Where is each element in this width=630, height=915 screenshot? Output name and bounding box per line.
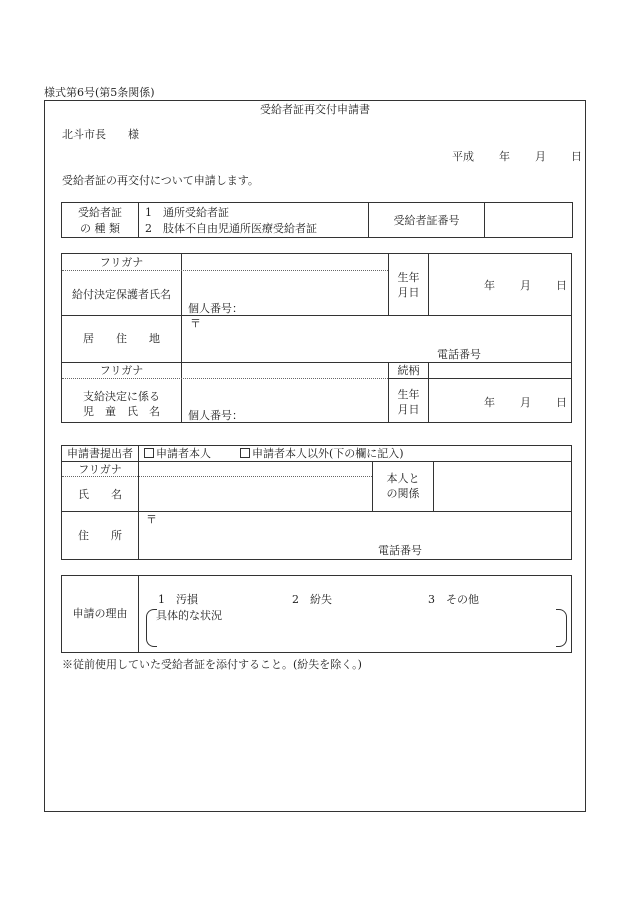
cert-type-options[interactable] xyxy=(139,203,369,238)
submitter-section xyxy=(61,445,572,560)
submitter-furigana-label: フリガナ xyxy=(78,463,122,476)
submitter-name-field[interactable] xyxy=(139,478,372,510)
cert-type-label: 受給者証 の 種 類 xyxy=(62,203,139,238)
reason-option-3[interactable]: 3 その他 xyxy=(428,593,479,606)
guardian-birth-label-2: 月日 xyxy=(397,286,420,299)
child-birth-day[interactable]: 日 xyxy=(556,396,567,409)
guardian-birth-year[interactable]: 年 xyxy=(484,279,495,292)
guardian-address-label: 居 住 地 xyxy=(83,332,160,345)
child-birth-year[interactable]: 年 xyxy=(484,396,495,409)
submitter-option-self[interactable]: 申請者本人 xyxy=(144,447,211,461)
form-number: 様式第6号(第5条関係) xyxy=(44,86,155,99)
submitter-postal-mark: 〒 xyxy=(146,513,157,526)
child-name-label-2: 児 童 氏 名 xyxy=(83,405,160,418)
footnote: ※従前使用していた受給者証を添付すること。(紛失を除く。) xyxy=(62,658,362,671)
guardian-birth-label-1: 生年 xyxy=(397,271,420,284)
child-furigana-label: フリガナ xyxy=(99,364,144,377)
child-personal-no-label: 個人番号： xyxy=(188,409,243,422)
reason-option-1[interactable]: 1 汚損 xyxy=(158,593,198,606)
submitter-relation-field[interactable] xyxy=(434,462,571,511)
reason-label: 申請の理由 xyxy=(72,607,128,620)
date-month-unit[interactable]: 月 xyxy=(535,150,546,163)
child-birth-month[interactable]: 月 xyxy=(520,396,531,409)
guardian-postal-mark: 〒 xyxy=(190,317,201,330)
submitter-furigana-field[interactable] xyxy=(139,462,372,476)
submitter-name-label: 氏 名 xyxy=(78,488,122,501)
guardian-address-field[interactable] xyxy=(182,316,571,361)
submitter-option-other[interactable]: 申請者本人以外(下の欄に記入) xyxy=(240,447,404,461)
submitter-label: 申請書提出者 xyxy=(67,447,133,460)
bracket-right xyxy=(556,609,567,647)
form-title: 受給者証再交付申請書 xyxy=(260,103,370,116)
submitter-relation-label-2: の関係 xyxy=(386,487,420,500)
guardian-furigana-field[interactable] xyxy=(182,255,388,269)
child-name-label-1: 支給決定に係る xyxy=(83,390,160,403)
guardian-phone-label: 電話番号 xyxy=(437,348,481,361)
guardian-child-section xyxy=(61,253,572,423)
reason-detail-label: 具体的な状況 xyxy=(156,609,222,622)
cert-option-1[interactable]: 1 通所受給者証 xyxy=(145,206,229,219)
cert-number-field[interactable] xyxy=(485,203,573,238)
child-relation-label: 続柄 xyxy=(397,364,420,377)
reason-option-2[interactable]: 2 紛失 xyxy=(292,593,332,606)
reason-section xyxy=(61,575,572,653)
cert-number-label: 受給者証番号 xyxy=(369,203,485,238)
checkbox-self[interactable] xyxy=(144,448,154,458)
guardian-birth-day[interactable]: 日 xyxy=(556,279,567,292)
date-line xyxy=(0,150,630,164)
date-year-unit[interactable]: 年 xyxy=(499,150,510,163)
guardian-name-label: 給付決定保護者氏名 xyxy=(72,288,171,301)
reason-detail-field[interactable] xyxy=(156,623,554,645)
guardian-personal-no-label: 個人番号： xyxy=(188,302,243,315)
cert-option-2[interactable]: 2 肢体不自由児通所医療受給者証 xyxy=(145,222,317,235)
date-day-unit[interactable]: 日 xyxy=(571,150,582,163)
guardian-furigana-label: フリガナ xyxy=(99,256,144,269)
child-relation-field[interactable] xyxy=(429,363,571,378)
child-birth-label-2: 月日 xyxy=(397,403,420,416)
child-birth-label-1: 生年 xyxy=(397,388,420,401)
cert-type-table xyxy=(61,202,573,238)
submitter-address-label: 住 所 xyxy=(78,529,122,542)
date-era: 平成 xyxy=(452,150,474,163)
intro-text: 受給者証の再交付について申請します。 xyxy=(62,174,259,187)
submitter-address-field[interactable] xyxy=(139,512,571,559)
addressee: 北斗市長 様 xyxy=(62,128,139,141)
submitter-relation-label-1: 本人と xyxy=(386,472,420,485)
guardian-birth-month[interactable]: 月 xyxy=(520,279,531,292)
checkbox-other[interactable] xyxy=(240,448,250,458)
submitter-phone-label: 電話番号 xyxy=(378,544,422,557)
